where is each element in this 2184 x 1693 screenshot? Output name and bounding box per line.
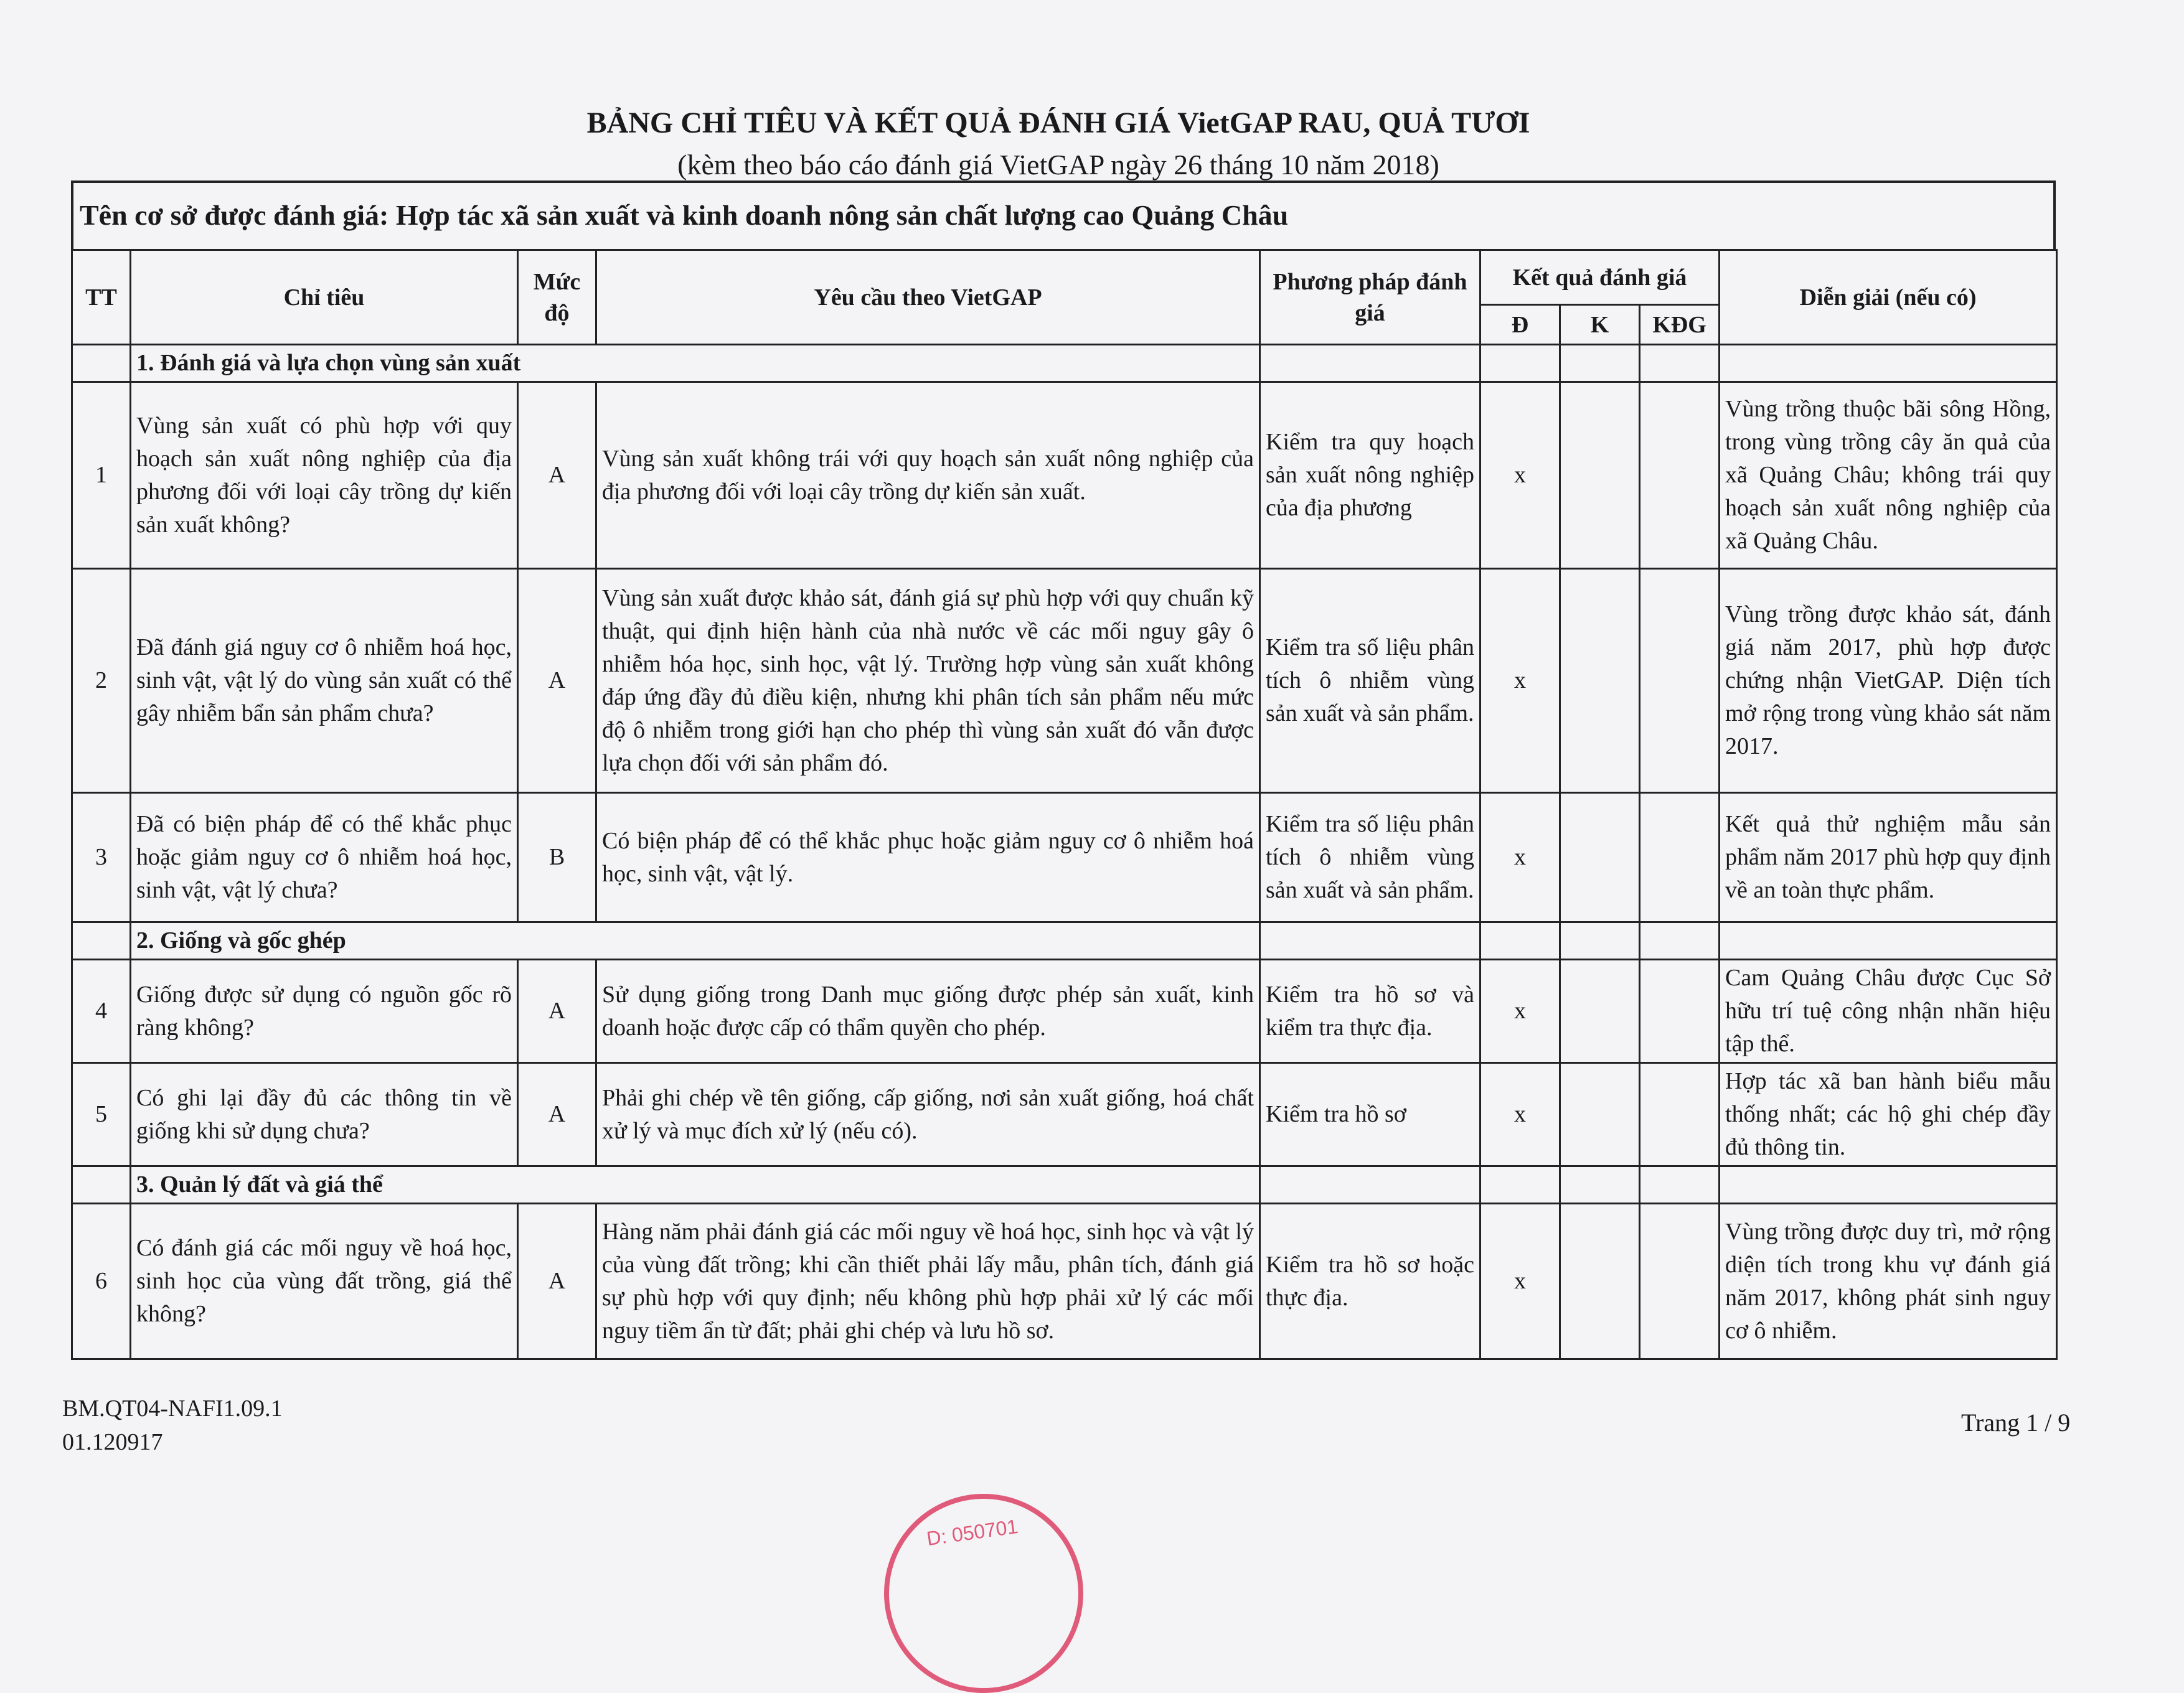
row-level: B <box>518 793 596 922</box>
row-result-d: x <box>1480 1204 1560 1359</box>
row-result-d: x <box>1480 960 1560 1063</box>
row-tt: 6 <box>72 1204 131 1359</box>
row-criteria: Vùng sản xuất có phù hợp với quy hoạch sản xuất nông nghiệp của địa phương đối với loại cây trồng dự kiến sản xuất không? <box>131 382 518 569</box>
row-explanation: Cam Quảng Châu được Cục Sở hữu trí tuệ công nhận nhãn hiệu tập thể. <box>1720 960 2057 1063</box>
row-result-k <box>1560 793 1640 922</box>
header-requirement: Yêu cầu theo VietGAP <box>596 250 1260 345</box>
row-level: A <box>518 1063 596 1166</box>
row-level: A <box>518 1204 596 1359</box>
row-tt: 2 <box>72 569 131 793</box>
row-requirement: Vùng sản xuất không trái với quy hoạch sản xuất nông nghiệp của địa phương đối với loại cây trồng dự kiến sản xuất. <box>596 382 1260 569</box>
table-row <box>72 793 2057 922</box>
page-number: Trang 1 / 9 <box>1961 1409 2071 1437</box>
header-criteria: Chỉ tiêu <box>131 250 518 345</box>
header-d: Đ <box>1480 305 1560 345</box>
row-explanation: Hợp tác xã ban hành biểu mẫu thống nhất; các hộ ghi chép đầy đủ thông tin. <box>1720 1063 2057 1166</box>
document-title: BẢNG CHỈ TIÊU VÀ KẾT QUẢ ĐÁNH GIÁ VietGAP RAU, QUẢ TƯƠI <box>586 106 1530 139</box>
row-explanation: Vùng trồng thuộc bãi sông Hồng, trong vùng trồng cây ăn quả của xã Quảng Châu; không trái quy hoạch sản xuất nông nghiệp của xã Quảng Châu. <box>1720 382 2057 569</box>
header-kdg: KĐG <box>1640 305 1720 345</box>
row-criteria: Đã đánh giá nguy cơ ô nhiễm hoá học, sinh vật, vật lý do vùng sản xuất có thể gây nhiễm bẩn sản phẩm chưa? <box>131 569 518 793</box>
row-tt: 3 <box>72 793 131 922</box>
row-explanation: Vùng trồng được khảo sát, đánh giá năm 2017, phù hợp được chứng nhận VietGAP. Diện tích mở rộng trong vùng khảo sát năm 2017. <box>1720 569 2057 793</box>
row-result-d: x <box>1480 382 1560 569</box>
form-code <box>62 1392 283 1459</box>
row-tt: 5 <box>72 1063 131 1166</box>
row-result-k <box>1560 569 1640 793</box>
header-k: K <box>1560 305 1640 345</box>
row-result-d: x <box>1480 1063 1560 1166</box>
stamp-text: D: 050701 <box>925 1514 1020 1550</box>
row-result-d: x <box>1480 569 1560 793</box>
row-result-kdg <box>1640 1204 1720 1359</box>
header-tt: TT <box>72 250 131 345</box>
table-row <box>72 382 2057 569</box>
row-method: Kiểm tra hồ sơ và kiểm tra thực địa. <box>1260 960 1480 1063</box>
section-title: 1. Đánh giá và lựa chọn vùng sản xuất <box>131 345 1260 382</box>
row-criteria: Giống được sử dụng có nguồn gốc rõ ràng không? <box>131 960 518 1063</box>
row-requirement: Có biện pháp để có thể khắc phục hoặc giảm nguy cơ ô nhiễm hoá học, sinh vật, vật lý. <box>596 793 1260 922</box>
row-result-k <box>1560 382 1640 569</box>
row-tt: 1 <box>72 382 131 569</box>
table-row <box>72 1204 2057 1359</box>
row-requirement: Vùng sản xuất được khảo sát, đánh giá sự phù hợp với quy chuẩn kỹ thuật, qui định hiện hành của nhà nước về các mối nguy gây ô nhiễm hóa học, sinh học, vật lý. Trường hợp vùng sản xuất không đáp ứng đầy đủ điều kiện, nhưng khi phân tích sản phẩm nếu mức độ ô nhiễm trong giới hạn cho phép thì vùng sản xuất đó vẫn được lựa chọn đối với sản phẩm đó. <box>596 569 1260 793</box>
evaluation-table <box>71 249 2058 1360</box>
row-criteria: Đã có biện pháp để có thể khắc phục hoặc giảm nguy cơ ô nhiễm hoá học, sinh vật, vật lý chưa? <box>131 793 518 922</box>
row-result-kdg <box>1640 569 1720 793</box>
row-result-kdg <box>1640 793 1720 922</box>
facility-name: Tên cơ sở được đánh giá: Hợp tác xã sản xuất và kinh doanh nông sản chất lượng cao Quảng Châu <box>71 181 2056 250</box>
row-result-k <box>1560 960 1640 1063</box>
row-result-kdg <box>1640 1063 1720 1166</box>
row-method: Kiểm tra quy hoạch sản xuất nông nghiệp của địa phương <box>1260 382 1480 569</box>
row-result-k <box>1560 1204 1640 1359</box>
row-requirement: Phải ghi chép về tên giống, cấp giống, nơi sản xuất giống, hoá chất xử lý và mục đích xử lý (nếu có). <box>596 1063 1260 1166</box>
row-result-kdg <box>1640 960 1720 1063</box>
document-subtitle: (kèm theo báo cáo đánh giá VietGAP ngày 26 tháng 10 năm 2018) <box>677 149 1439 181</box>
row-explanation: Kết quả thử nghiệm mẫu sản phẩm năm 2017 phù hợp quy định về an toàn thực phẩm. <box>1720 793 2057 922</box>
section-title: 2. Giống và gốc ghép <box>131 922 1260 960</box>
row-tt: 4 <box>72 960 131 1063</box>
row-explanation: Vùng trồng được duy trì, mở rộng diện tích trong khu vự đánh giá năm 2017, không phát sinh nguy cơ ô nhiễm. <box>1720 1204 2057 1359</box>
row-level: A <box>518 569 596 793</box>
row-method: Kiểm tra hồ sơ <box>1260 1063 1480 1166</box>
row-criteria: Có ghi lại đầy đủ các thông tin về giống khi sử dụng chưa? <box>131 1063 518 1166</box>
section-title: 3. Quản lý đất và giá thể <box>131 1166 1260 1204</box>
header-result: Kết quả đánh giá <box>1480 250 1720 305</box>
row-level: A <box>518 382 596 569</box>
section-row <box>72 922 2057 960</box>
row-level: A <box>518 960 596 1063</box>
header-level: Mức độ <box>518 250 596 345</box>
table-row <box>72 569 2057 793</box>
row-method: Kiểm tra số liệu phân tích ô nhiễm vùng sản xuất và sản phẩm. <box>1260 569 1480 793</box>
form-code-line1: BM.QT04-NAFI1.09.1 <box>62 1395 283 1422</box>
section-row <box>72 345 2057 382</box>
row-requirement: Sử dụng giống trong Danh mục giống được phép sản xuất, kinh doanh hoặc được cấp có thẩm quyền cho phép. <box>596 960 1260 1063</box>
table-row <box>72 960 2057 1063</box>
header-method: Phương pháp đánh giá <box>1260 250 1480 345</box>
row-requirement: Hàng năm phải đánh giá các mối nguy về hoá học, sinh học và vật lý của vùng đất trồng; khi cần thiết phải lấy mẫu, phân tích, đánh giá sự phù hợp với quy định; nếu không phù hợp phải xử lý các mối nguy tiềm ẩn từ đất; phải ghi chép và lưu hồ sơ. <box>596 1204 1260 1359</box>
table-row <box>72 1063 2057 1166</box>
row-result-k <box>1560 1063 1640 1166</box>
row-result-d: x <box>1480 793 1560 922</box>
row-result-kdg <box>1640 382 1720 569</box>
row-method: Kiểm tra hồ sơ hoặc thực địa. <box>1260 1204 1480 1359</box>
row-criteria: Có đánh giá các mối nguy về hoá học, sinh học của vùng đất trồng, giá thể không? <box>131 1204 518 1359</box>
form-code-line2: 01.120917 <box>62 1429 163 1455</box>
row-method: Kiểm tra số liệu phân tích ô nhiễm vùng sản xuất và sản phẩm. <box>1260 793 1480 922</box>
header-explanation: Diễn giải (nếu có) <box>1720 250 2057 345</box>
red-seal-stamp <box>884 1494 1083 1693</box>
section-row <box>72 1166 2057 1204</box>
